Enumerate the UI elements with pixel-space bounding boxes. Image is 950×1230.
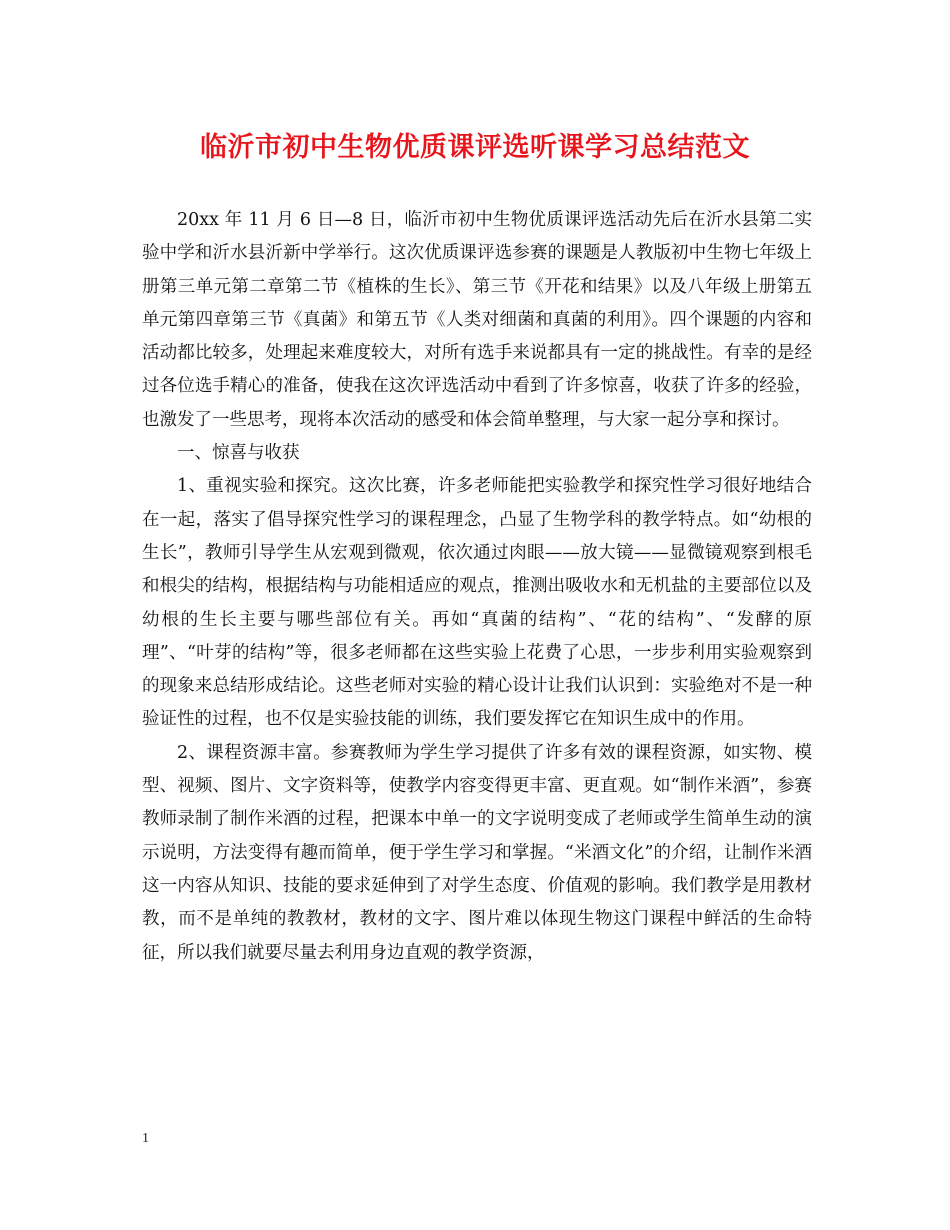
section-heading-surprises: 一、惊喜与收获 [177,443,300,464]
document-body [142,204,812,970]
document-title: 临沂市初中生物优质课评选听课学习总结范文 [200,132,750,163]
page-number: 1 [142,1131,149,1146]
paragraph-point-1: 1、重视实验和探究。这次比赛，许多老师能把实验教学和探究性学习很好地结合在一起，落实了倡导探究性学习的课程理念，凸显了生物学科的教学特点。如“幼根的生长”，教师引导学生从宏观到微观，依次通过肉眼——放大镜——显微镜观察到根毛和根尖的结构，根据结构与功能相适应的观点，推测出吸收水和无机盐的主要部位以及幼根的生长主要与哪些部位有关。再如“真菌的结构”、“花的结构”、“发酵的原理”、“叶芽的结构”等，很多老师都在这些实验上花费了心思，一步步利用实验观察到的现象来总结形成结论。这些老师对实验的精心设计让我们认识到：实验绝对不是一种验证性的过程，也不仅是实验技能的训练，我们要发挥它在知识生成中的作用。 [142,476,812,730]
paragraph-intro: 20xx 年 11 月 6 日—8 日，临沂市初中生物优质课评选活动先后在沂水县第二实验中学和沂水县沂新中学举行。这次优质课评选参赛的课题是人教版初中生物七年级上册第三单元第二章第二节《植株的生长》、第三节《开花和结果》以及八年级上册第五单元第四章第三节《真菌》和第五节《人类对细菌和真菌的利用》。四个课题的内容和活动都比较多，处理起来难度较大，对所有选手来说都具有一定的挑战性。有幸的是经过各位选手精心的准备，使我在这次评选活动中看到了许多惊喜，收获了许多的经验，也激发了一些思考，现将本次活动的感受和体会简单整理，与大家一起分享和探讨。 [142,210,812,430]
paragraph-point-2: 2、课程资源丰富。参赛教师为学生学习提供了许多有效的课程资源，如实物、模型、视频、图片、文字资料等，使教学内容变得更丰富、更直观。如“制作米酒”，参赛教师录制了制作米酒的过程，把课本中单一的文字说明变成了老师或学生简单生动的演示说明，方法变得有趣而简单，便于学生学习和掌握。“米酒文化”的介绍，让制作米酒这一内容从知识、技能的要求延伸到了对学生态度、价值观的影响。我们教学是用教材教，而不是单纯的教教材，教材的文字、图片难以体现生物这门课程中鲜活的生命特征，所以我们就要尽量去利用身边直观的教学资源， [142,742,812,963]
